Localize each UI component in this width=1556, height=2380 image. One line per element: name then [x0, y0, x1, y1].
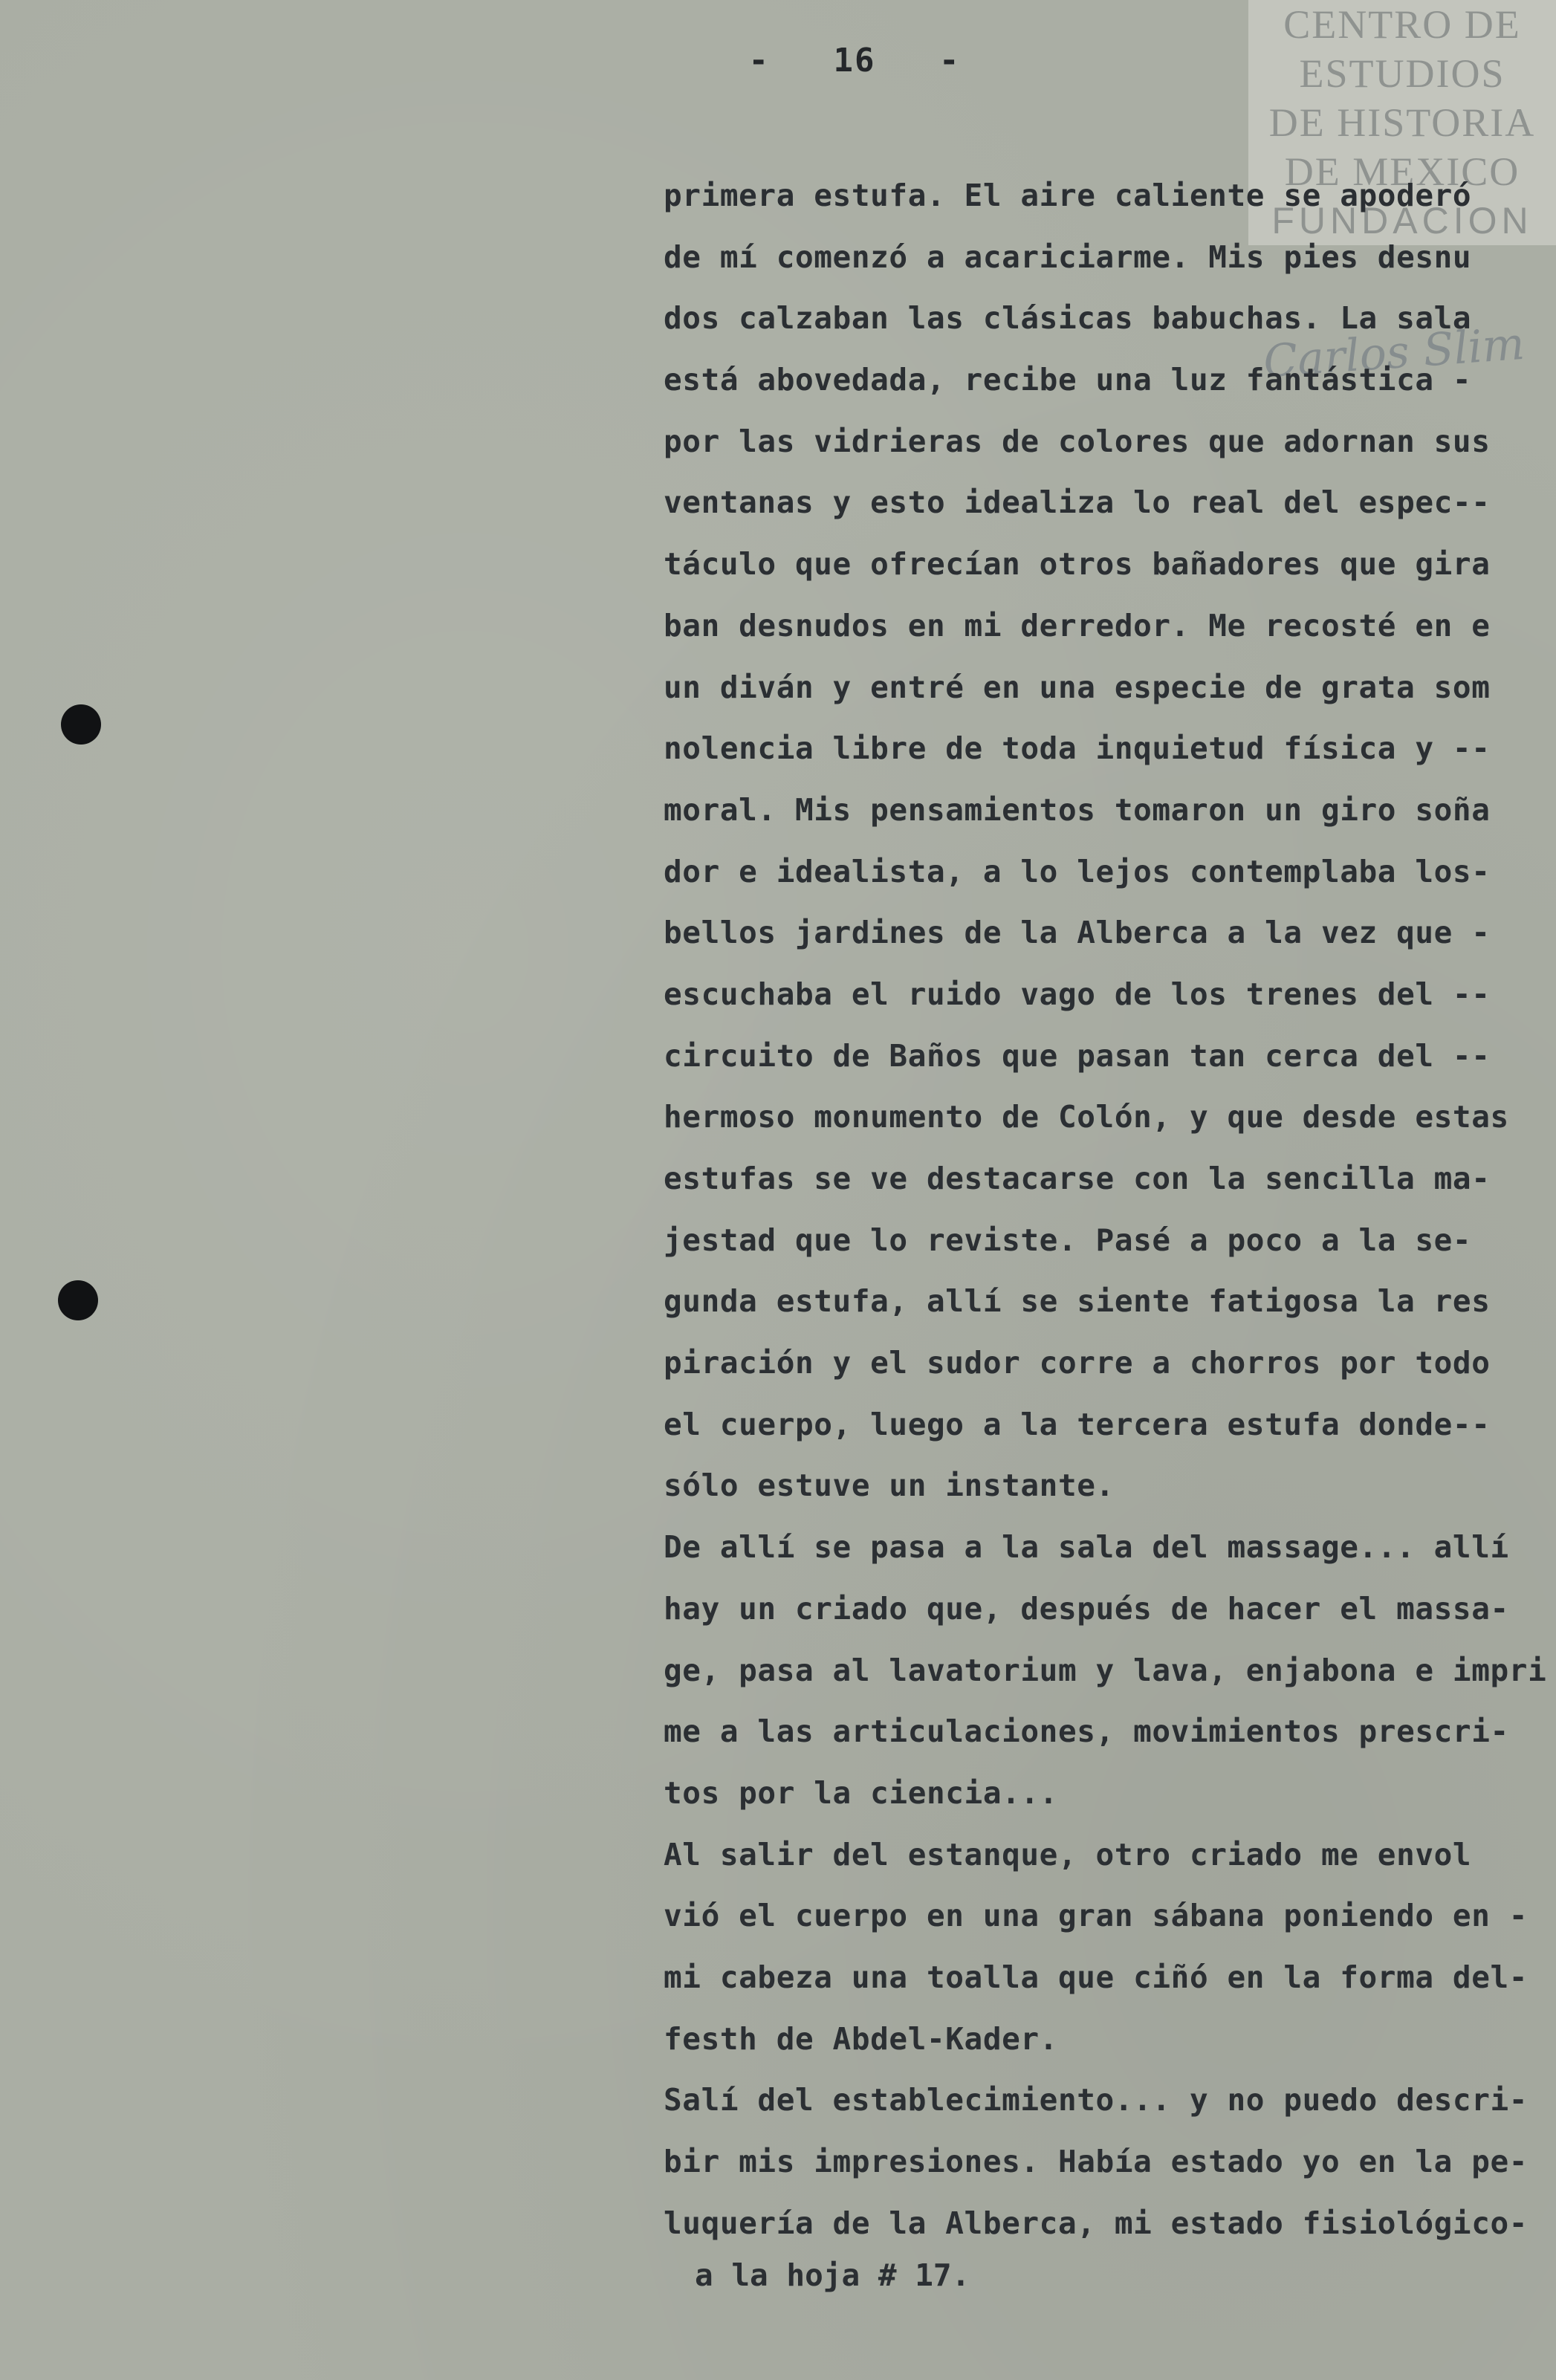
- text-line: escuchaba el ruido vago de los trenes del --: [664, 976, 1491, 1012]
- text-line: Al salir del estanque, otro criado me envol: [664, 1836, 1472, 1872]
- text-line: tos por la ciencia...: [664, 1774, 1058, 1811]
- text-line: sólo estuve un instante.: [664, 1468, 1115, 1504]
- text-line: De allí se pasa a la sala del massage... allí: [664, 1529, 1509, 1566]
- text-line: hay un criado que, después de hacer el massa-: [664, 1590, 1509, 1627]
- text-line: táculo que ofrecían otros bañadores que gira: [664, 546, 1491, 583]
- text-line: ge, pasa al lavatorium y lava, enjabona e impri: [664, 1652, 1547, 1688]
- text-line: primera estufa. El aire caliente se apoderó: [664, 178, 1472, 213]
- text-line: festh de Abdel-Kader.: [664, 2020, 1058, 2057]
- punch-hole: [61, 704, 101, 745]
- stamp-line: DE MEXICO: [1284, 149, 1520, 194]
- text-line: jestad que lo reviste. Pasé a poco a la se-: [664, 1222, 1472, 1258]
- page-number: - 16 -: [748, 42, 961, 80]
- text-line: hermoso monumento de Colón, y que desde estas: [664, 1099, 1509, 1135]
- stamp-line: DE HISTORIA: [1268, 100, 1536, 145]
- stamp-line: CENTRO DE: [1283, 2, 1521, 47]
- text-line: gunda estufa, allí se siente fatigosa la res: [664, 1283, 1491, 1320]
- text-line: ventanas y esto idealiza lo real del espec--: [664, 484, 1491, 521]
- text-line: me a las articulaciones, movimientos prescri-: [664, 1713, 1509, 1750]
- text-line: ban desnudos en mi derredor. Me recosté en e: [664, 607, 1491, 643]
- text-line: dos calzaban las clásicas babuchas. La sala: [664, 300, 1472, 337]
- text-line: luquería de la Alberca, mi estado fisiológico-: [664, 2205, 1529, 2241]
- text-line: moral. Mis pensamientos tomaron un giro soña: [664, 791, 1491, 828]
- text-line: el cuerpo, luego a la tercera estufa donde--: [664, 1406, 1491, 1442]
- text-line: piración y el sudor corre a chorros por todo: [664, 1345, 1491, 1381]
- text-line: bir mis impresiones. Había estado yo en la pe-: [664, 2144, 1529, 2179]
- text-line: está abovedada, recibe una luz fantástica -: [664, 362, 1472, 398]
- text-line: estufas se ve destacarse con la sencilla ma-: [664, 1161, 1491, 1196]
- text-line: por las vidrieras de colores que adornan sus: [664, 423, 1491, 459]
- text-line: dor e idealista, a lo lejos contemplaba los-: [664, 853, 1491, 889]
- stamp-line: FUNDACION: [1271, 200, 1533, 241]
- text-line: circuito de Baños que pasan tan cerca del --: [664, 1037, 1491, 1074]
- continuation-note: a la hoja # 17.: [695, 2257, 970, 2293]
- text-line: mi cabeza una toalla que ciñó en la forma del-: [664, 1959, 1529, 1995]
- text-line: Salí del establecimiento... y no puedo descri-: [664, 2082, 1529, 2118]
- stamp-line: ESTUDIOS: [1299, 51, 1505, 96]
- text-line: un diván y entré en una especie de grata som: [664, 669, 1491, 705]
- punch-hole: [58, 1280, 98, 1320]
- text-line: bellos jardines de la Alberca a la vez que -: [664, 915, 1491, 951]
- text-line: vió el cuerpo en una gran sábana poniendo en -: [664, 1898, 1529, 1934]
- text-line: de mí comenzó a acariciarme. Mis pies desnu: [664, 239, 1472, 275]
- text-line: nolencia libre de toda inquietud física y --: [664, 730, 1491, 767]
- typewritten-body: [664, 165, 1547, 2254]
- handwritten-signature: Carlos Slim: [1261, 317, 1526, 389]
